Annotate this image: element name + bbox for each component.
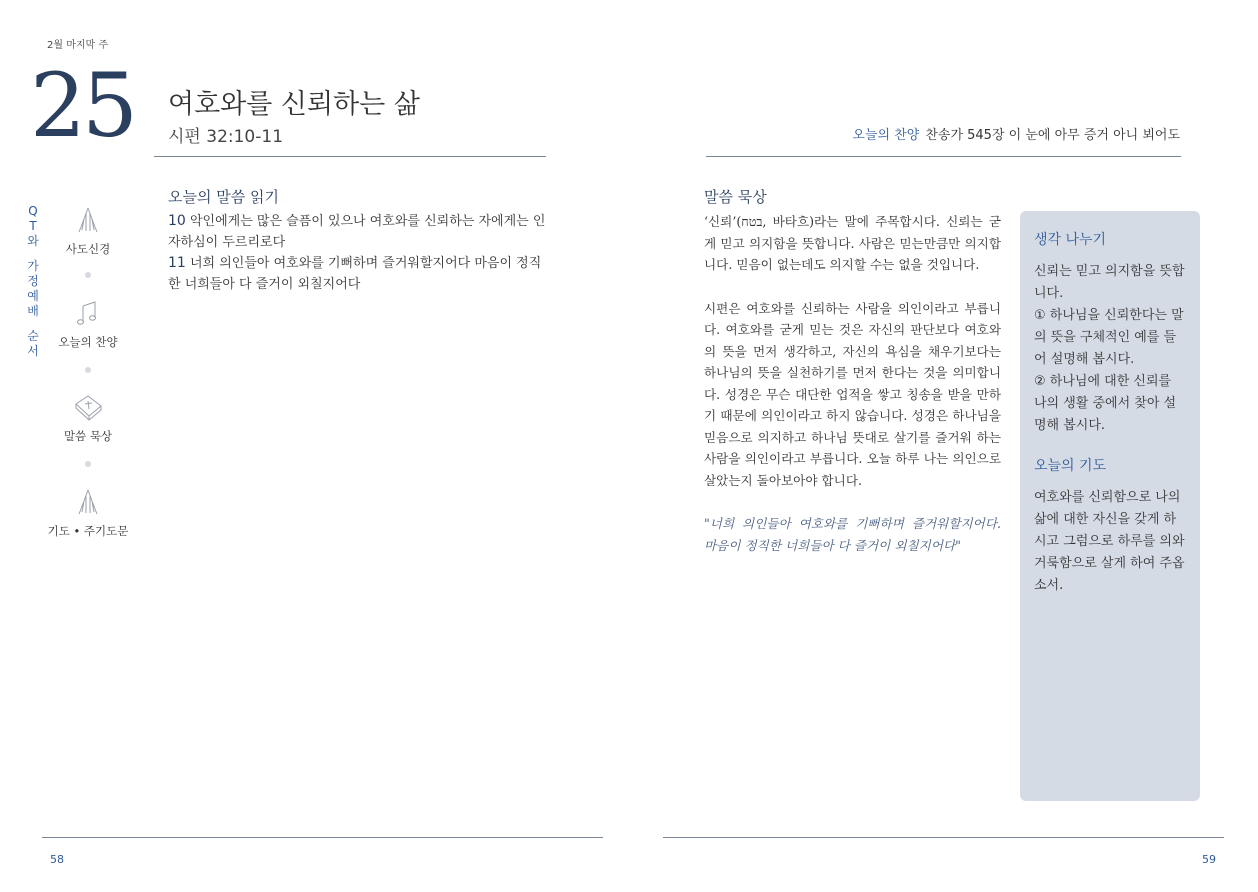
verse-text: 너희 의인들아 여호와를 기뻐하며 즐거워할지어다 마음이 정직한 너희들아 다 즐거이 외칠지어다 <box>168 256 542 292</box>
page-number-left: 58 <box>50 853 64 866</box>
step-separator-dot <box>85 367 91 373</box>
share-line: ② 하나님에 대한 신뢰를 나의 생활 중에서 찾아 설명해 봅시다. <box>1034 374 1177 433</box>
step-separator-dot <box>85 461 91 467</box>
reading-heading: 오늘의 말씀 읽기 <box>168 188 279 206</box>
step-todays-hymn <box>38 300 138 350</box>
hymn-text: 찬송가 545장 이 눈에 아무 증거 아니 뵈어도 <box>925 128 1180 143</box>
page-title: 여호와를 신뢰하는 삶 <box>168 89 420 120</box>
share-body <box>1034 261 1186 437</box>
step-apostles-creed <box>38 205 138 257</box>
meditation-paragraph: ‘신뢰’(בטח, 바타흐)라는 말에 주목합시다. 신뢰는 굳게 믿고 의지함을 뜻합니다. 사람은 믿는만큼만 의지합니다. 믿음이 없는데도 의지할 수는 없을 것입니다. <box>704 214 1001 272</box>
step-prayer <box>38 487 138 539</box>
verse-number: 10 <box>168 213 186 229</box>
worship-order-vertical-label: Q T 와 가 정 예 배 순 서 <box>27 204 39 358</box>
bible-icon <box>72 392 104 422</box>
header-divider-left <box>154 156 546 157</box>
prayer-text: 여호와를 신뢰함으로 나의 삶에 대한 자신을 갖게 하시고 그럼으로 하루를 의와 거룩함으로 살게 하여 주옵소서. <box>1034 490 1185 593</box>
meditation-paragraph: 시편은 여호와를 신뢰하는 사람을 의인이라고 부릅니다. 여호와를 굳게 믿는 것은 자신의 판단보다 여호와의 뜻을 먼저 생각하고, 자신의 욕심을 채우기보다는 하나님의 뜻을 실천하기를 먼저 한다는 것을 의미합니다. 성경은 무슨 대단한 업적을 쌓고 칭송을 받을 만하기 때문에 의인이라고 하지 않습니다. 성경은 하나님을 믿음으로 의지하고 하나님 뜻대로 살기를 즐거워 하는 사람을 의인이라고 부릅니다. 오늘 하루 나는 의인으로 살았는지 돌아보아야 합니다. <box>704 300 1001 488</box>
share-line: ① 하나님을 신뢰한다는 말의 뜻을 구체적인 예를 들어 설명해 봅시다. <box>1034 308 1184 367</box>
footer-divider-left <box>42 837 603 838</box>
praying-hands-icon <box>73 487 103 517</box>
share-heading: 생각 나누기 <box>1034 232 1107 248</box>
page-number-right: 59 <box>1202 853 1216 866</box>
meditation-quote: "너희 의인들아 여호와를 기뻐하며 즐거워할지어다. 마음이 정직한 너희들아 다 즐거이 외칠지어다" <box>704 516 1001 553</box>
prayer-heading: 오늘의 기도 <box>1034 458 1107 474</box>
week-label: 2월 마지막 주 <box>47 40 109 51</box>
music-note-icon <box>73 300 103 328</box>
step-label: 사도신경 <box>65 242 111 256</box>
step-separator-dot <box>85 272 91 278</box>
footer-divider-right <box>663 837 1224 838</box>
verse-text: 악인에게는 많은 슬픔이 있으나 여호와를 신뢰하는 자에게는 인자하심이 두르리로다 <box>168 214 546 250</box>
verse <box>168 211 553 253</box>
hymn-of-the-day <box>852 124 1180 143</box>
step-label: 오늘의 찬양 <box>58 335 118 349</box>
share-line: 신뢰는 믿고 의지함을 뜻합니다. <box>1034 264 1185 301</box>
hymn-label: 오늘의 찬양 <box>852 128 920 143</box>
day-number: 25 <box>30 54 134 157</box>
scripture-reference: 시편 32:10-11 <box>168 127 284 147</box>
verse-number: 11 <box>168 255 186 271</box>
discussion-box <box>1020 211 1200 801</box>
step-label: 말씀 묵상 <box>63 429 113 443</box>
header-divider-right <box>706 156 1181 157</box>
verse <box>168 253 553 295</box>
meditation-heading: 말씀 묵상 <box>704 188 767 206</box>
step-word-meditation <box>38 392 138 444</box>
meditation-body <box>704 211 1001 578</box>
praying-hands-icon <box>73 205 103 235</box>
scripture-reading <box>168 211 553 295</box>
step-label: 기도 • 주기도문 <box>47 524 129 538</box>
